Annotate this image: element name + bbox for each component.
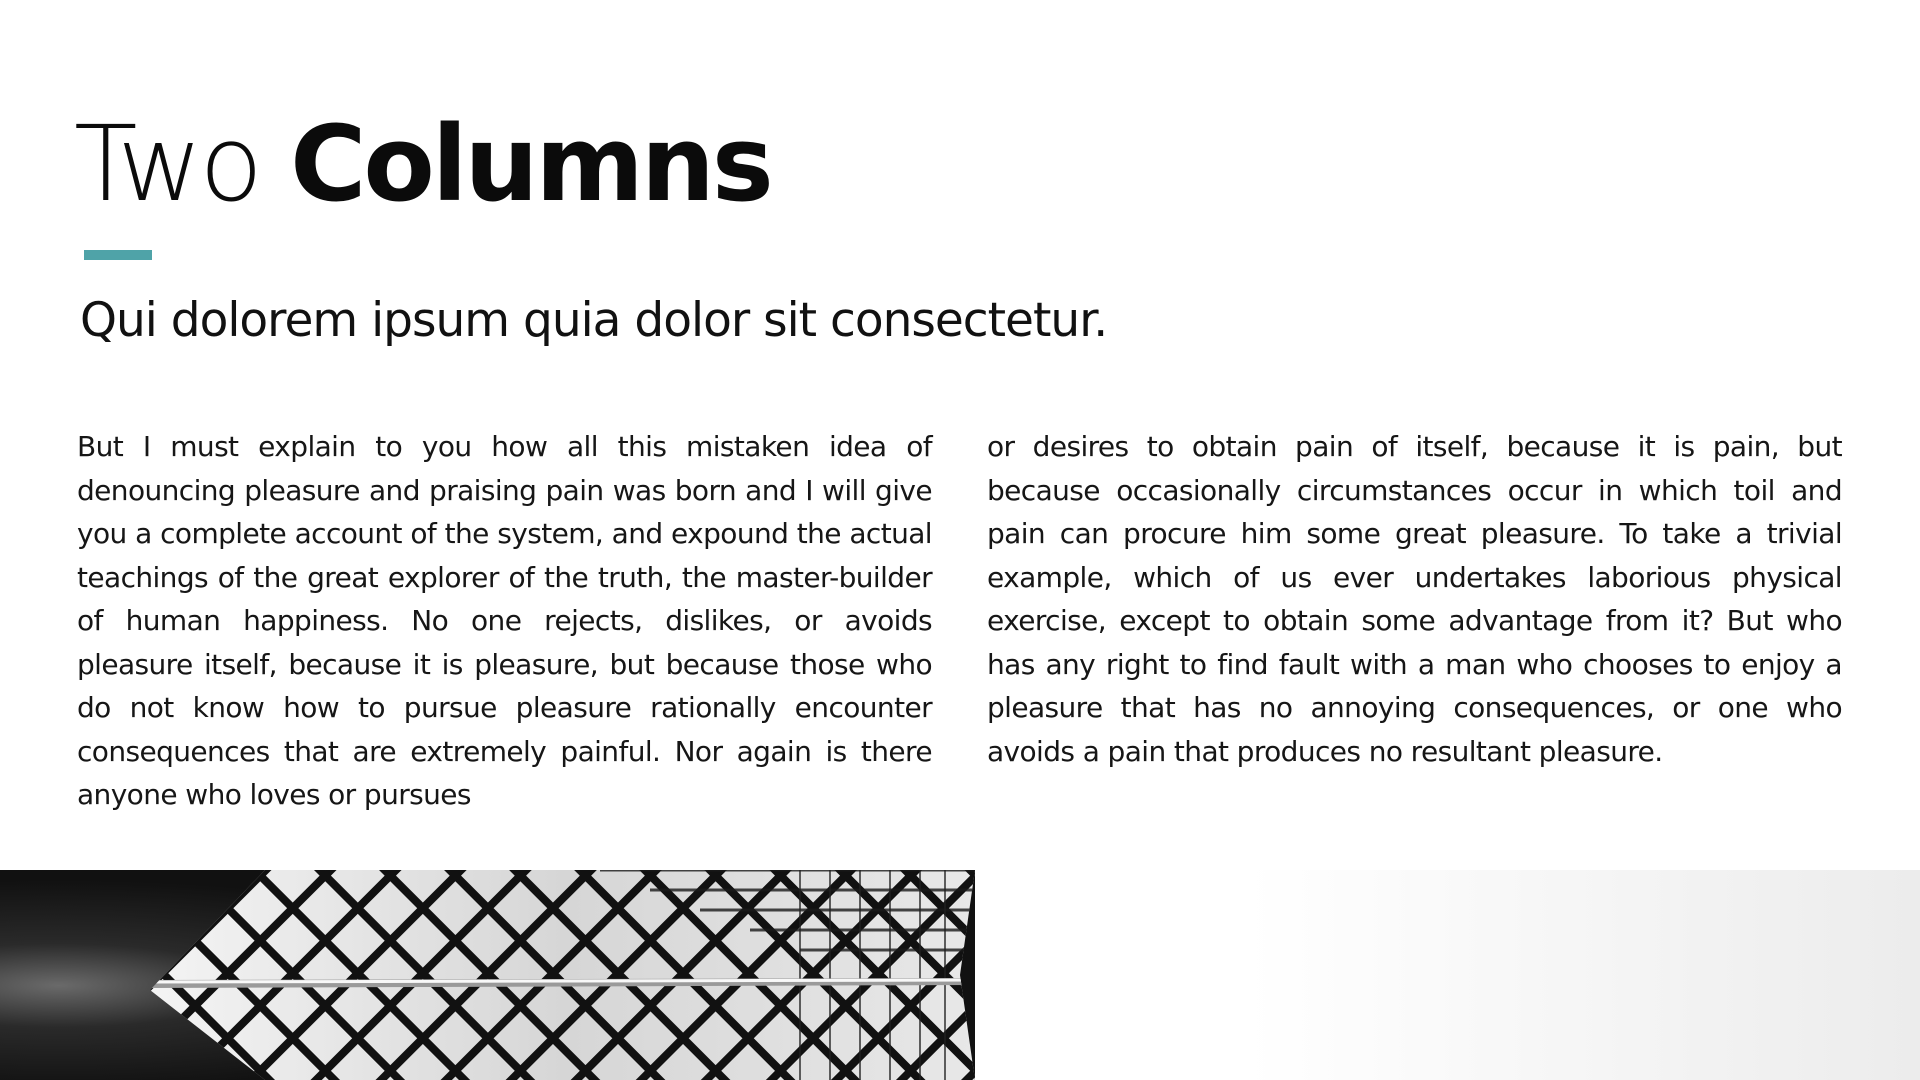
slide-subtitle: Qui dolorem ipsum quia dolor sit consectetur.: [80, 293, 1108, 348]
slide-title: [74, 98, 771, 230]
title-bold-word: Columns: [290, 103, 771, 225]
accent-bar: [84, 250, 152, 260]
text-column-left: But I must explain to you how all this mistaken idea of denouncing pleasure and praising pain was born and I will give you a complete account of the system, and expound the actual teachings of the great explorer of the truth, the master-builder of human happiness. No one rejects, dislikes, or avoids pleasure itself, because it is pleasure, but because those who do not know how to pursue pleasure rationally encounter consequences that are extremely painful. Nor again is there anyone who loves or pursues: [77, 430, 932, 811]
text-column-right: or desires to obtain pain of itself, because it is pain, but because occasionally circumstances occur in which toil and pain can procure him some great pleasure. To take a trivial example, which of us ever undertakes laborious physical exercise, except to obtain some advantage from it? But who has any right to find fault with a man who chooses to enjoy a pleasure that has no annoying consequences, or one who avoids a pain that produces no resultant pleasure.: [987, 430, 1842, 768]
architecture-photo: [0, 870, 1920, 1080]
title-light-word: Two: [74, 103, 260, 225]
